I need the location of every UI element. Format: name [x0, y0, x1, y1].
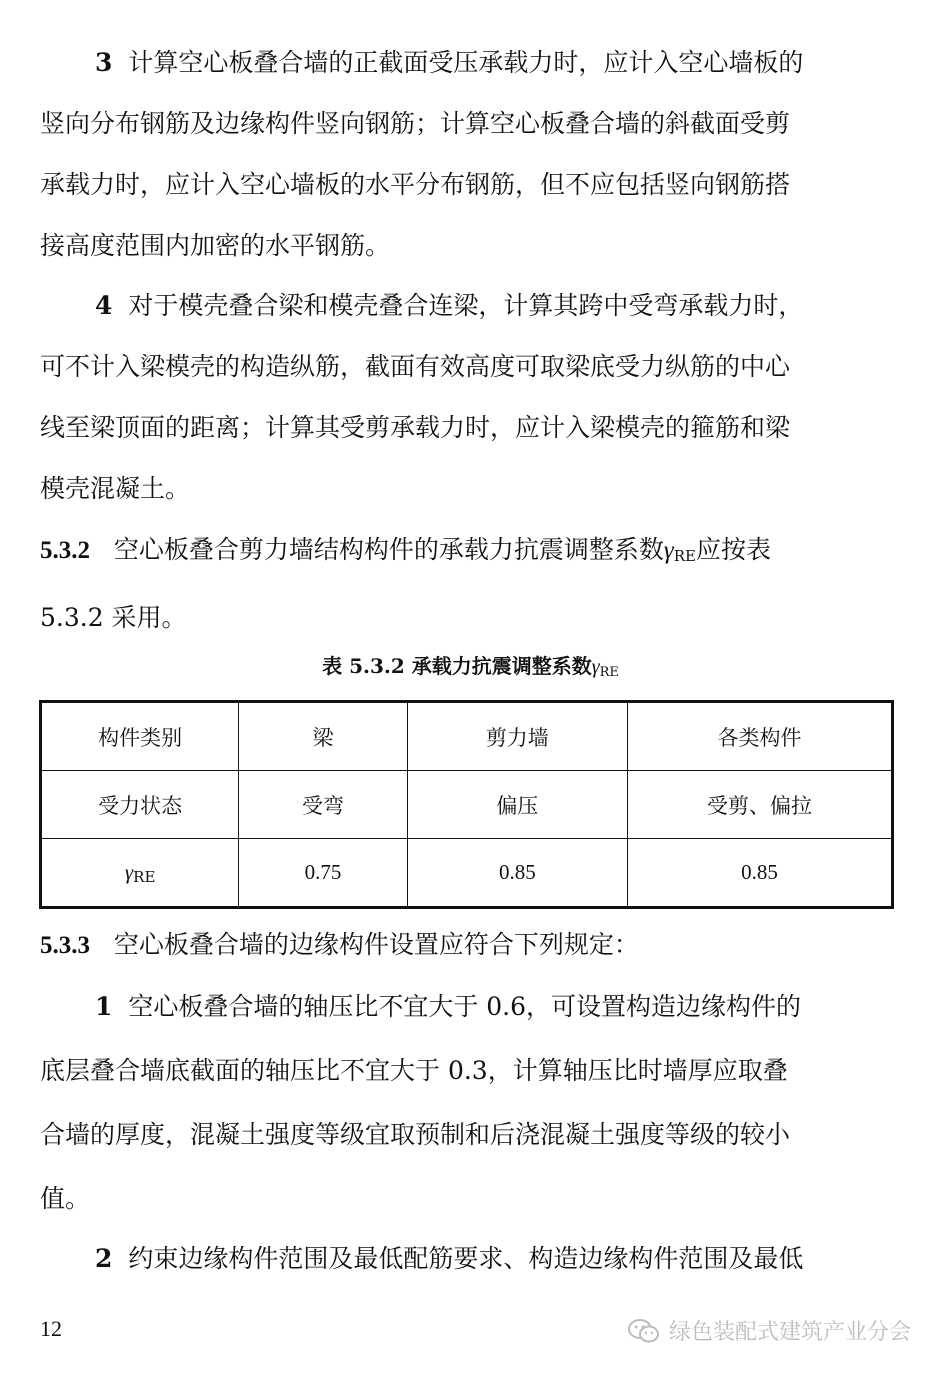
section-text-line2: 5.3.2 采用。 — [40, 603, 187, 632]
paragraph-line: 线至梁顶面的距离；计算其受剪承载力时，应计入梁模壳的箍筋和梁 — [40, 413, 791, 442]
item-1 — [40, 975, 872, 1231]
item-number: 2 — [95, 1244, 113, 1273]
table-caption-text: 表 5.3.2 承载力抗震调整系数 — [322, 654, 592, 678]
section-number: 5.3.3 — [40, 932, 90, 959]
table-cell: 各类构件 — [627, 702, 892, 771]
page-number: 12 — [40, 1316, 62, 1341]
paragraph-3 — [40, 32, 872, 276]
gamma-subscript: RE — [133, 867, 156, 886]
table-cell: 0.85 — [407, 839, 627, 908]
section-5-3-2 — [40, 519, 872, 648]
table-cell: 受剪、偏拉 — [627, 771, 892, 839]
paragraph-line: 值。 — [40, 1184, 91, 1213]
table-row — [41, 839, 893, 908]
item-number: 3 — [95, 48, 113, 77]
section-text: 空心板叠合墙的边缘构件设置应符合下列规定： — [113, 930, 639, 959]
table-cell-gamma — [41, 839, 239, 908]
paragraph-line: 约束边缘构件范围及最低配筋要求、构造边缘构件范围及最低 — [128, 1244, 804, 1273]
paragraph-4 — [40, 275, 872, 519]
table-cell: 0.85 — [627, 839, 892, 908]
paragraph-line: 模壳混凝土。 — [40, 474, 191, 503]
paragraph-line: 计算空心板叠合墙的正截面受压承载力时，应计入空心墙板的 — [128, 48, 804, 77]
gamma-subscript: RE — [673, 547, 696, 565]
table-cell: 构件类别 — [41, 702, 239, 771]
wechat-icon — [627, 1318, 661, 1344]
table-cell: 剪力墙 — [407, 702, 627, 771]
item-number: 4 — [95, 291, 113, 320]
section-number: 5.3.2 — [40, 537, 90, 564]
watermark-text: 绿色装配式建筑产业分会 — [668, 1320, 911, 1345]
item-number: 1 — [95, 992, 113, 1021]
table-cell: 0.75 — [239, 839, 407, 908]
item-2 — [40, 1228, 872, 1289]
paragraph-line: 接高度范围内加密的水平钢筋。 — [40, 231, 391, 260]
watermark — [627, 1315, 911, 1346]
section-text-end: 应按表 — [695, 535, 771, 564]
gamma-symbol: γ — [591, 656, 600, 678]
section-5-3-3 — [40, 914, 872, 976]
paragraph-line: 竖向分布钢筋及边缘构件竖向钢筋；计算空心板叠合墙的斜截面受剪 — [40, 109, 791, 138]
paragraph-line: 对于模壳叠合梁和模壳叠合连梁，计算其跨中受弯承载力时， — [128, 291, 804, 320]
table-cell: 梁 — [239, 702, 407, 771]
gamma-symbol: γ — [124, 859, 134, 884]
paragraph-line: 可不计入梁模壳的构造纵筋，截面有效高度可取梁底受力纵筋的中心 — [40, 352, 791, 381]
paragraph-line: 空心板叠合墙的轴压比不宜大于 0.6，可设置构造边缘构件的 — [128, 992, 802, 1021]
paragraph-line: 底层叠合墙底截面的轴压比不宜大于 0.3，计算轴压比时墙厚应取叠 — [40, 1056, 788, 1085]
paragraph-line: 合墙的厚度，混凝土强度等级宜取预制和后浇混凝土强度等级的较小 — [40, 1120, 791, 1149]
paragraph-line: 承载力时，应计入空心墙板的水平分布钢筋，但不应包括竖向钢筋搭 — [40, 170, 791, 199]
table-row — [41, 771, 893, 839]
coefficient-table — [39, 700, 894, 909]
gamma-subscript: RE — [599, 665, 619, 680]
table-cell: 受力状态 — [41, 771, 239, 839]
table-cell: 偏压 — [407, 771, 627, 839]
section-text: 空心板叠合剪力墙结构构件的承载力抗震调整系数 — [113, 535, 664, 564]
table-row — [41, 702, 893, 771]
gamma-symbol: γ — [663, 537, 674, 564]
table-cell: 受弯 — [239, 771, 407, 839]
table-caption — [0, 650, 941, 680]
